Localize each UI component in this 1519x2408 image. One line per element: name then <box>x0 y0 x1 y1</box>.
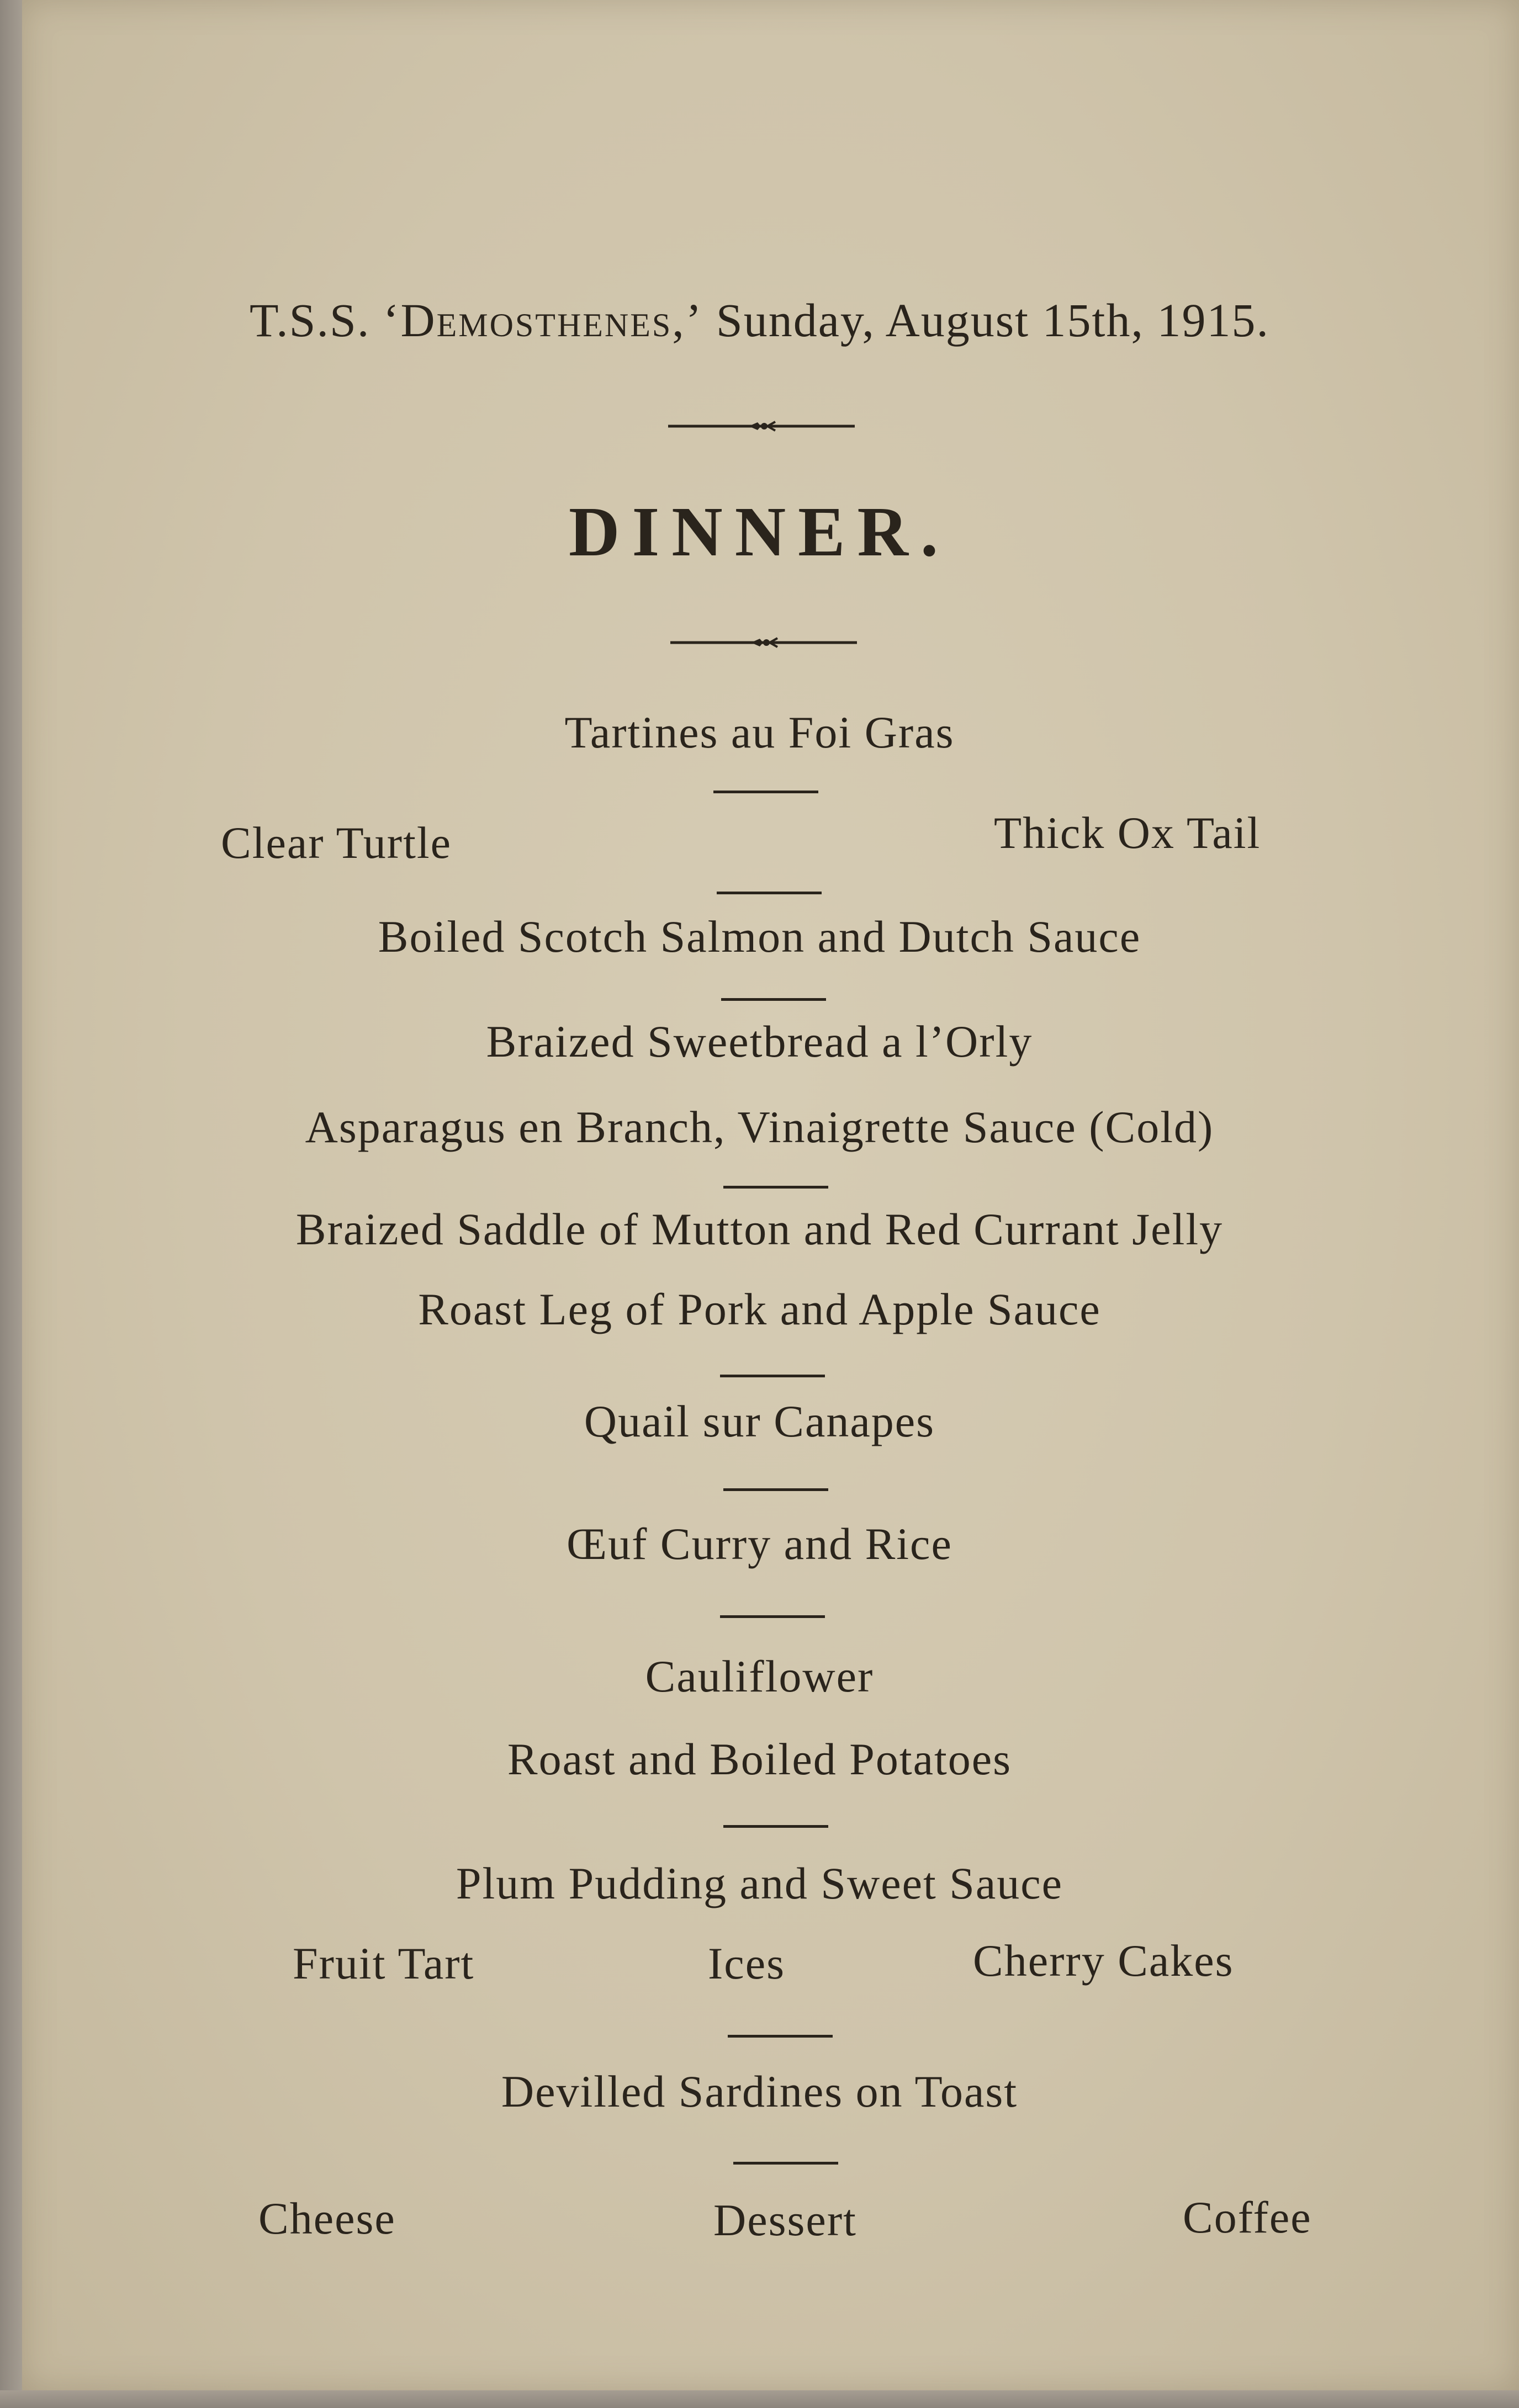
course-divider <box>728 2035 833 2038</box>
menu-date: Sunday, August 15th, 1915. <box>716 294 1269 347</box>
card-bottom-edge <box>0 2390 1519 2408</box>
course-divider <box>723 1825 828 1828</box>
course-veg-cauliflower: Cauliflower <box>645 1651 874 1701</box>
course-cheese: Cheese <box>258 2193 396 2243</box>
course-divider <box>721 998 826 1001</box>
course-soup-thick: Thick Ox Tail <box>994 808 1261 858</box>
course-joint-mutton: Braized Saddle of Mutton and Red Currant Jelly <box>295 1204 1224 1254</box>
course-fish: Boiled Scotch Salmon and Dutch Sauce <box>378 911 1141 962</box>
course-game: Quail sur Canapes <box>584 1396 935 1446</box>
course-veg-potatoes: Roast and Boiled Potatoes <box>507 1734 1012 1784</box>
course-coffee: Coffee <box>1183 2192 1312 2242</box>
course-soup-clear: Clear Turtle <box>221 818 452 868</box>
menu-card <box>22 0 1519 2390</box>
course-entree-asparagus: Asparagus en Branch, Vinaigrette Sauce (Cold) <box>305 1102 1214 1152</box>
flourish-ornament-top <box>666 415 857 437</box>
menu-header <box>0 293 1519 348</box>
ship-name: ‘Demosthenes,’ <box>383 294 703 347</box>
course-sweet-fruit-tart: Fruit Tart <box>293 1938 475 1988</box>
course-savoury: Devilled Sardines on Toast <box>501 2066 1018 2117</box>
course-sweet-pudding: Plum Pudding and Sweet Sauce <box>456 1858 1063 1908</box>
course-divider <box>720 1615 825 1618</box>
course-dessert: Dessert <box>713 2195 857 2245</box>
course-sweet-cherry-cakes: Cherry Cakes <box>973 1935 1234 1986</box>
course-curry: Œuf Curry and Rice <box>567 1519 952 1569</box>
ship-prefix: T.S.S. <box>250 294 371 347</box>
course-divider <box>713 791 818 793</box>
course-joint-pork: Roast Leg of Pork and Apple Sauce <box>418 1284 1101 1334</box>
course-divider <box>717 892 822 894</box>
course-divider <box>733 2162 838 2165</box>
course-entree-sweetbread: Braized Sweetbread a l’Orly <box>486 1016 1033 1067</box>
menu-title: DINNER. <box>569 492 950 571</box>
flourish-ornament-bottom <box>668 632 859 654</box>
course-divider <box>723 1488 828 1491</box>
course-divider <box>720 1375 825 1377</box>
course-tartines: Tartines au Foi Gras <box>564 707 955 757</box>
course-divider <box>723 1186 828 1189</box>
course-sweet-ices: Ices <box>708 1938 786 1988</box>
